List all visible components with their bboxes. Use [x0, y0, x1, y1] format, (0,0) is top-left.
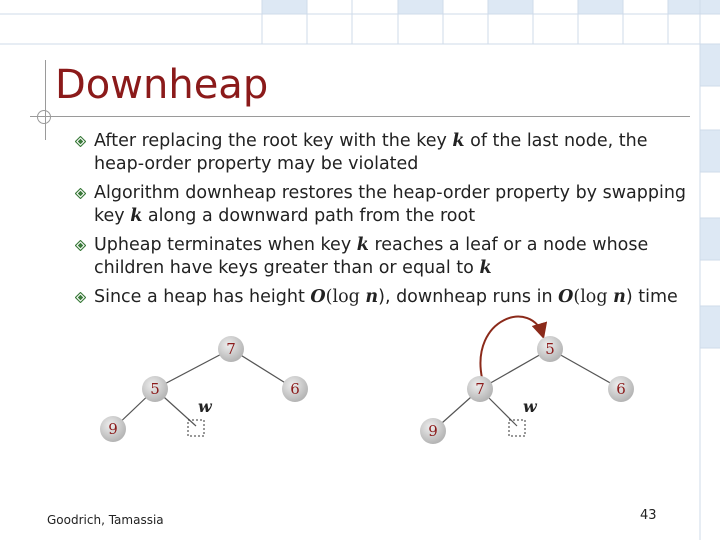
node-key: 5	[150, 380, 160, 398]
node-label-w: w	[523, 397, 537, 416]
bullet-text: ) time	[625, 287, 678, 307]
bullet-text: of the last node, the heap-order property may be violated	[94, 131, 648, 174]
bullet-text: along a downward path from the root	[142, 205, 476, 226]
node-key: 7	[475, 380, 485, 398]
bullet-text: Upheap terminates when key	[94, 235, 357, 255]
footer-authors: Goodrich, Tamassia	[47, 513, 164, 527]
math-var: k	[130, 205, 143, 226]
swap-arrow	[480, 317, 543, 378]
math-var: n	[613, 287, 626, 307]
bullet-text: reaches a leaf or a node whose children have keys greater than or equal to	[94, 235, 649, 278]
math-var: k	[479, 257, 492, 278]
math-var: k	[356, 235, 369, 255]
math-var: O	[558, 287, 574, 307]
right-tree-edges	[433, 349, 621, 431]
math-var: k	[452, 131, 465, 151]
bullet-text: Since a heap has height	[94, 287, 311, 307]
node-key: 7	[226, 340, 236, 358]
right-tree-nodes	[420, 336, 634, 444]
slide-title: Downheap	[55, 62, 269, 108]
math-var: n	[365, 287, 379, 307]
node-key: 6	[616, 380, 626, 398]
page-number: 43	[640, 508, 657, 523]
left-tree-edges	[113, 349, 295, 429]
node-key: 9	[108, 420, 118, 438]
bullet-text: (log	[573, 287, 614, 307]
node-label-w: w	[198, 397, 212, 416]
node-key: 5	[545, 340, 555, 358]
node-key: 6	[290, 380, 300, 398]
bullet-text: Algorithm downheap restores the heap-order property by swapping key	[94, 183, 687, 226]
math-var: O	[310, 287, 326, 307]
bullet-text: ), downheap runs in	[378, 287, 559, 307]
bullet-text: (log	[325, 287, 366, 307]
node-key: 9	[428, 422, 438, 440]
left-tree-nodes	[100, 336, 308, 442]
bullet-text: After replacing the root key with the key	[94, 131, 453, 151]
empty-node-placeholder	[188, 420, 204, 436]
empty-node-placeholder	[509, 420, 525, 436]
